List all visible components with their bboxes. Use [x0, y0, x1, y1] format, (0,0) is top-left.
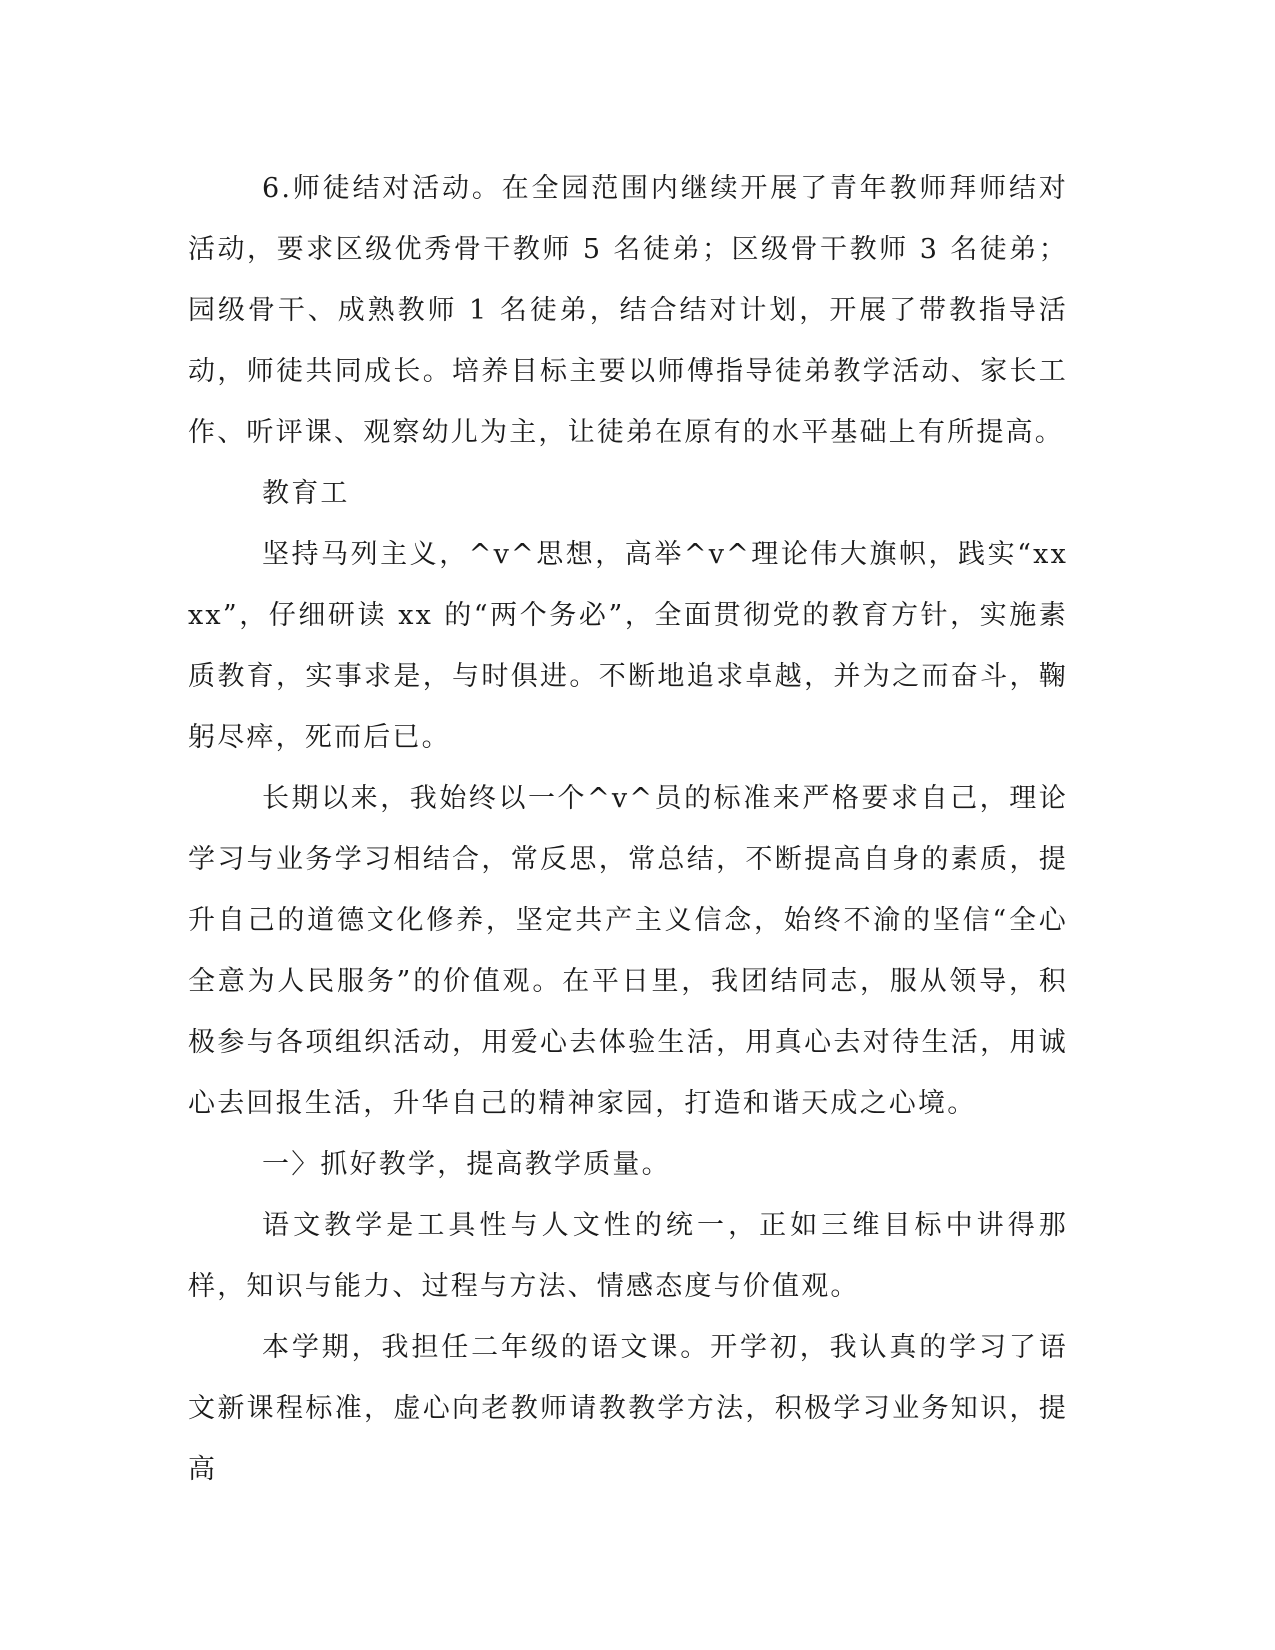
paragraph-principles: 坚持马列主义，^v^思想，高举^v^理论伟大旗帜，践实“xxxx”，仔细研读 xx 的“两个务必”，全面贯彻党的教育方针，实施素质教育，实事求是，与时俱进。不断地追求卓越，并为之而奋斗，鞠躬尽瘁，死而后已。 [188, 539, 1068, 753]
document-body [188, 158, 1068, 1500]
paragraph-this-semester: 本学期，我担任二年级的语文课。开学初，我认真的学习了语文新课程标准，虚心向老教师请教教学方法，积极学习业务知识，提高 [188, 1332, 1068, 1485]
paragraph-mentorship: 6.师徒结对活动。在全园范围内继续开展了青年教师拜师结对活动，要求区级优秀骨干教师 5 名徒弟；区级骨干教师 3 名徒弟；园级骨干、成熟教师 1 名徒弟，结合结对计划，开展了带教指导活动，师徒共同成长。培养目标主要以师傅指导徒弟教学活动、家长工作、听评课、观察幼儿为主，让徒弟在原有的水平基础上有所提高。 [188, 173, 1068, 448]
paragraph-section-teaching: 一〉抓好教学，提高教学质量。 [262, 1149, 671, 1180]
paragraph-self-discipline: 长期以来，我始终以一个^v^员的标准来严格要求自己，理论学习与业务学习相结合，常反思，常总结，不断提高自身的素质，提升自己的道德文化修养，坚定共产主义信念，始终不渝的坚信“全心全意为人民服务”的价值观。在平日里，我团结同志，服从领导，积极参与各项组织活动，用爱心去体验生活，用真心去对待生活，用诚心去回报生活，升华自己的精神家园，打造和谐天成之心境。 [188, 783, 1068, 1119]
paragraph-heading-education: 教育工 [262, 478, 350, 509]
paragraph-chinese-teaching: 语文教学是工具性与人文性的统一，正如三维目标中讲得那样，知识与能力、过程与方法、情感态度与价值观。 [188, 1210, 1068, 1302]
